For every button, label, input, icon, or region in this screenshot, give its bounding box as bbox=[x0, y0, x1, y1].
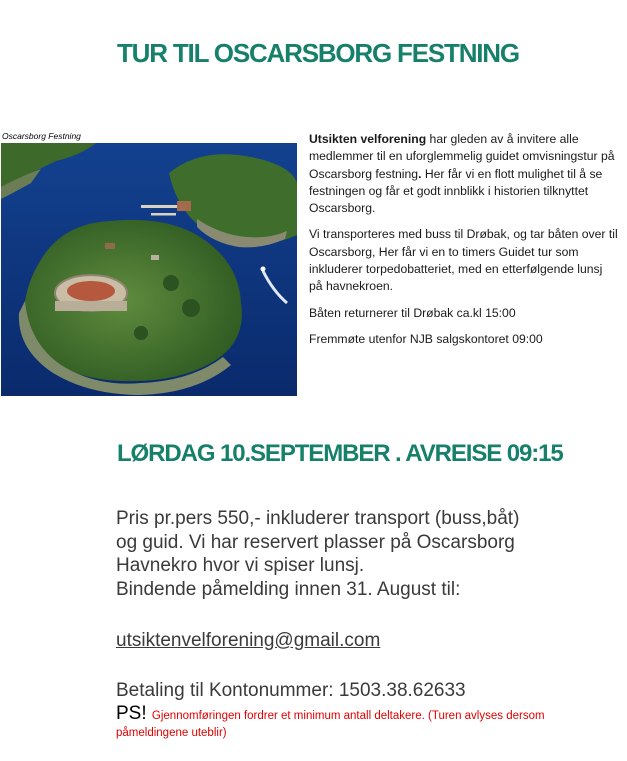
price-line-3: Havnekro hvor vi spiser lunsj. bbox=[116, 555, 365, 576]
price-line-1: Pris pr.pers 550,- inkluderer transport (buss,båt) bbox=[116, 508, 520, 529]
ps-note-block bbox=[116, 703, 606, 741]
intro-paragraph-2: Vi transporteres med buss til Drøbak, og tar båten over til Oscarsborg, Her får vi en to timers Guidet tur som inkluderer torpedobatteriet, med en etterfølgende lunsj på havnekroen. bbox=[309, 227, 618, 294]
intro-paragraph-1: Utsikten velforening har gleden av å invitere alle medlemmer til en uforglemmelig guidet omvisningstur på Oscarsborg festning. Her får vi en flott mulighet til å se festningen og får et godt innblikk i historien tilknyttet Oscarsborg. bbox=[309, 132, 615, 216]
org-name: Utsikten velforening bbox=[309, 132, 427, 146]
ps-label: PS! bbox=[116, 703, 152, 724]
date-heading: LØRDAG 10.SEPTEMBER . AVREISE 09:15 bbox=[117, 440, 563, 467]
price-line-4: Bindende påmelding innen 31. August til: bbox=[116, 578, 461, 600]
price-line-2: og guid. Vi har reservert plasser på Oscarsborg bbox=[116, 531, 515, 553]
email-link[interactable]: utsiktenvelforening@gmail.com bbox=[116, 630, 381, 651]
payment-info: Betaling til Kontonummer: 1503.38.62633 bbox=[116, 680, 466, 701]
page-title: TUR TIL OSCARSBORG FESTNING bbox=[117, 38, 519, 68]
intro-paragraph-4: Fremmøte utenfor NJB salgskontoret 09:00 bbox=[309, 331, 543, 346]
price-info bbox=[116, 507, 606, 601]
intro-paragraph-3: Båten returnerer til Drøbak ca.kl 15:00 bbox=[309, 305, 516, 320]
intro-text bbox=[309, 131, 619, 357]
ps-note: Gjennomføringen fordrer et minimum antall deltakere. (Turen avlyses dersom påmeldingene uteblir) bbox=[116, 710, 545, 739]
photo-block bbox=[0, 131, 297, 397]
oscarsborg-aerial-photo bbox=[1, 143, 297, 396]
photo-caption: Oscarsborg Festning bbox=[2, 131, 81, 141]
